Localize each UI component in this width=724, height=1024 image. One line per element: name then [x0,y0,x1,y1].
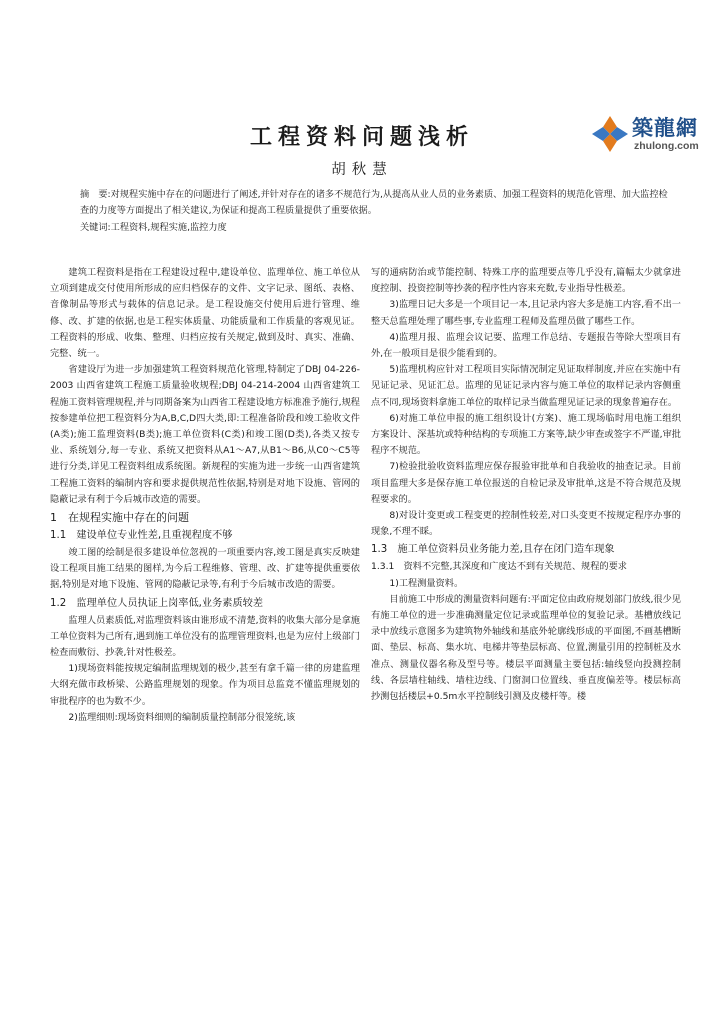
article-author: 胡秋慧 [331,162,393,178]
subsubsection-heading: 1.3.1 资料不完整,其深度和广度达不到有关规范、规程的要求 [371,561,627,573]
paragraph: 6)对施工单位申报的施工组织设计(方案)、施工现场临时用电施工组织方案设计、深基坑或特种结构的专项施工方案等,缺少审查或签字不严谨,审批程序不规范。 [371,412,681,457]
keywords: 关键词:工程资料,规程实施,监控力度 [80,222,227,234]
paragraph: 建筑工程资料是指在工程建设过程中,建设单位、监理单位、施工单位从立项到建成交付使用所形成的应归档保存的文件、文字记录、图纸、表格、音像制品等形式与载体的信息记录。是工程设施交付使用后进行管理、维修、改、扩建的依据,也是工程实体质量、功能质量和工作质量的客观见证。工程资料的形成、收集、整理、归档应按有关规定,做到及时、真实、准确、完整、统一。 [50,267,360,360]
left-column [50,265,360,726]
logo-chinese-text: 築龍網 [632,115,698,140]
paragraph: 7)检验批验收资料监理应保存报验审批单和自我验收的抽查记录。目前项目监理大多是保存施工单位报送的自检记录及审批单,这是不符合规范及规程要求的。 [371,461,681,505]
paragraph: 目前施工中形成的测量资料问题有:平面定位由政府规划部门放线,很少见有施工单位的进一步准确测量定位记录或监理单位的复验记录。基槽放线记录中放线示意图多为建筑物外轴线和基底外轮廓线形成的平面图,不画基槽断面、垫层、标高、集水坑、电梯井等垫层标高、位置,测量引用的控制桩及水准点、测量仪器名称及型号等。楼层平面测量主要包括:轴线竖向投测控制线、各层墙柱轴线、墙柱边线、门窗洞口位置线、垂直度偏差等。楼层标高抄测包括楼层+0.5m水平控制线引测及皮楼杆等。楼 [371,593,681,703]
subsection-heading: 1.2 监理单位人员执证上岗率低,业务素质较差 [50,597,264,609]
abstract-text: 摘 要:对规程实施中存在的问题进行了阐述,并针对存在的诸多不规范行为,从提高从业人员的业务素质、加强工程资料的规范化管理、加大监控检查的力度等方面提出了相关建议,为保证和提高工程质量提供了重要依据。 [80,189,668,217]
paragraph: 4)监理月报、监理会议记要、监理工作总结、专题报告等除大型项目有外,在一般项目是很少能看到的。 [371,331,681,360]
paragraph: 1)现场资料能按规定编制监理规划的极少,甚至有拿千篇一律的房建监理大纲充做市政桥梁、公路监理规划的现象。作为项目总监竟不懂监理规划的审批程序的也为数不少。 [50,663,360,707]
paragraph: 省建设厅为进一步加强建筑工程资料规范化管理,特制定了DBJ 04-226-2003 山西省建筑工程施工质量验收规程;DBJ 04-214-2004 山西省建筑工程施工资料管理规程,并与同期备案为山西省工程建设地方标准准予施行,规程按参建单位把工程资料分为A,B,C,D四大类,即:工程准备阶段和竣工验收文件(A类);施工监理资料(B类);施工单位资料(C类)和竣工图(D类),各类又按专业、系统划分,每一专业、系统又把资料从A1～A7,从B1～B6,从C0～C5等进行分类,详见工程资料组成系统图。新规程的实施为进一步统一山西省建筑工程施工资料的编制内容和要求提供规范性依据,特别是对地下设施、管网的隐蔽记录有利于今后城市改造的需要。 [50,364,360,505]
paragraph: 监理人员素质低,对监理资料该由谁形成不清楚,资料的收集大部分是拿施工单位资料为己所有,遇到施工单位没有的监理管理资料,也是为应付上级部门检查而敷衍、抄袭,针对性极差。 [50,614,360,659]
paragraph: 写的通病防治或节能控制、特殊工序的监理要点等几乎没有,篇幅太少就拿进度控制、投资控制等抄袭的程序性内容来充数,专业指导性极差。 [371,267,681,295]
logo-url-text: zhulong.com [634,140,699,152]
paragraph: 8)对设计变更或工程变更的控制性较差,对口头变更不按规定程序办事的现象,不理不睬。 [371,510,681,538]
subsection-heading: 1.3 施工单位资料员业务能力差,且存在闭门造车现象 [371,544,615,556]
right-column [371,265,681,705]
paragraph: 2)监理细则:现场资料细则的编制质量控制部分很笼统,该 [68,711,296,723]
paragraph: 5)监理机构应针对工程项目实际情况制定见证取样制度,并应在实施中有见证记录、见证汇总。监理的见证记录内容与施工单位的取样记录内容侧重点不同,现场资料拿施工单位的取样记录当做监理见证记录的现象普遍存在。 [371,364,681,408]
article-title: 工程资料问题浅析 [249,124,474,150]
subsection-heading: 1.1 建设单位专业性差,且重视程度不够 [50,530,233,542]
section-heading: 1 在规程实施中存在的问题 [50,511,189,525]
paragraph: 1)工程测量资料。 [389,577,464,589]
paragraph: 3)监理日记大多是一个项目记一本,且记录内容大多是施工内容,看不出一整天总监理处理了哪些事,专业监理工程师及监理员做了哪些工作。 [371,299,681,327]
abstract-block [80,187,670,237]
paragraph: 竣工图的绘制是很多建设单位忽视的一项重要内容,竣工图是真实反映建设工程项目施工结果的图样,为今后工程维修、管理、改、扩建等提供重要依据,特别是对地下设施、管网的隐蔽记录等,有利于今后城市改造的需要。 [50,547,360,591]
